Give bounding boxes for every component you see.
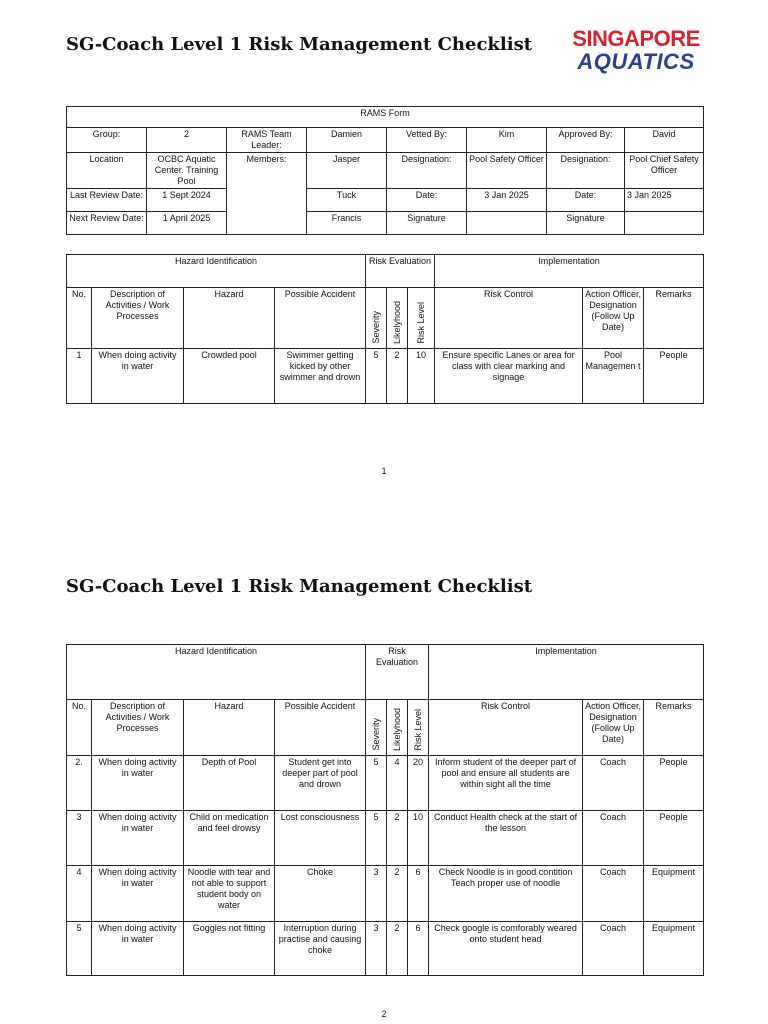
hazard-identification-header: Hazard Identification — [67, 255, 366, 288]
group-label: Group: — [67, 128, 147, 153]
row-severity: 3 — [366, 922, 387, 976]
row-control: Ensure specific Lanes or area for class with clear marking and signage — [435, 349, 583, 404]
row-risk-level: 20 — [408, 756, 429, 811]
col-no-header: No. — [67, 700, 92, 756]
vetted-date-label: Date: — [387, 189, 467, 212]
logo-line-2: AQUATICS — [577, 49, 695, 74]
row-hazard: Goggles not fitting — [184, 922, 275, 976]
col-hazard-header: Hazard — [184, 288, 275, 349]
row-description: When doing activity in water — [92, 922, 184, 976]
row-likelyhood: 4 — [387, 756, 408, 811]
col-accident-header: Possible Accident — [275, 700, 366, 756]
col-accident-header: Possible Accident — [275, 288, 366, 349]
col-risk-level-header: Risk Level — [415, 302, 426, 344]
vetted-designation-value: Pool Safety Officer — [467, 153, 547, 189]
approved-designation-value: Pool Chief Safety Officer — [625, 153, 704, 189]
col-description-header: Description of Activities / Work Processes — [92, 700, 184, 756]
row-officer: Coach — [583, 866, 644, 922]
row-risk-level: 10 — [408, 349, 435, 404]
row-no: 5 — [67, 922, 92, 976]
row-accident: Interruption during practise and causing choke — [275, 922, 366, 976]
row-severity: 5 — [366, 756, 387, 811]
row-accident: Swimmer getting kicked by other swimmer and drown — [275, 349, 366, 404]
page-number: 2 — [381, 1009, 387, 1019]
col-action-officer-header: Action Officer, Designation (Follow Up Date) — [583, 700, 644, 756]
row-likelyhood: 2 — [387, 922, 408, 976]
row-officer: Coach — [583, 922, 644, 976]
row-remarks: Equipment — [644, 866, 704, 922]
approved-date-value: 3 Jan 2025 — [625, 189, 704, 212]
col-risk-level-header: Risk Level — [412, 709, 423, 751]
vetted-signature-value — [467, 212, 547, 235]
implementation-header: Implementation — [435, 255, 704, 288]
vetted-date-value: 3 Jan 2025 — [467, 189, 547, 212]
row-officer: Coach — [583, 756, 644, 811]
row-no: 3 — [67, 811, 92, 866]
table-row — [67, 866, 704, 922]
implementation-header: Implementation — [429, 645, 704, 700]
document-title: SG-Coach Level 1 Risk Management Checklist — [66, 34, 533, 55]
row-severity: 5 — [366, 811, 387, 866]
vetted-designation-label: Designation: — [387, 153, 467, 189]
col-action-officer-header: Action Officer, Designation (Follow Up Date) — [583, 288, 644, 349]
location-label: Location — [67, 153, 147, 189]
approved-by-label: Approved By: — [547, 128, 625, 153]
col-risk-control-header: Risk Control — [435, 288, 583, 349]
document-title: SG-Coach Level 1 Risk Management Checklist — [66, 576, 533, 597]
row-accident: Lost consciousness — [275, 811, 366, 866]
row-likelyhood: 2 — [387, 349, 408, 404]
row-description: When doing activity in water — [92, 349, 184, 404]
vetted-by-value: Kim — [467, 128, 547, 153]
col-severity-header: Severity — [370, 718, 381, 751]
row-risk-level: 10 — [408, 811, 429, 866]
row-officer: Coach — [583, 811, 644, 866]
last-review-label: Last Review Date: — [67, 189, 147, 212]
row-accident: Choke — [275, 866, 366, 922]
member-2: Tuck — [307, 189, 387, 212]
team-leader-label: RAMS Team Leader: — [227, 128, 307, 153]
row-risk-level: 6 — [408, 922, 429, 976]
risk-table-page-1 — [66, 254, 704, 404]
row-likelyhood: 2 — [387, 866, 408, 922]
col-likelyhood-header: Likelyhood — [391, 300, 402, 344]
hazard-identification-header: Hazard Identification — [67, 645, 366, 700]
risk-evaluation-header: Risk Evaluation — [366, 255, 435, 288]
logo-line-1: SINGAPORE — [572, 26, 700, 51]
row-remarks: People — [644, 811, 704, 866]
approved-signature-value — [625, 212, 704, 235]
members-label: Members: — [227, 153, 307, 235]
row-control: Check google is comforably weared onto student head — [429, 922, 583, 976]
row-description: When doing activity in water — [92, 866, 184, 922]
next-review-label: Next Review Date: — [67, 212, 147, 235]
risk-table-page-2 — [66, 644, 704, 976]
row-likelyhood: 2 — [387, 811, 408, 866]
col-likelyhood-header: Likelyhood — [391, 707, 402, 751]
row-hazard: Depth of Pool — [184, 756, 275, 811]
row-remarks: Equipment — [644, 922, 704, 976]
page-2 — [0, 512, 768, 1024]
next-review-value: 1 April 2025 — [147, 212, 227, 235]
row-hazard: Child on medication and feel drowsy — [184, 811, 275, 866]
row-severity: 5 — [366, 349, 387, 404]
row-risk-level: 6 — [408, 866, 429, 922]
table-row — [67, 756, 704, 811]
approved-date-label: Date: — [547, 189, 625, 212]
col-description-header: Description of Activities / Work Processes — [92, 288, 184, 349]
col-severity-header: Severity — [370, 311, 381, 344]
row-description: When doing activity in water — [92, 756, 184, 811]
singapore-aquatics-logo — [566, 28, 706, 78]
col-remarks-header: Remarks — [644, 288, 704, 349]
row-hazard: Crowded pool — [184, 349, 275, 404]
col-no-header: No. — [67, 288, 92, 349]
row-no: 4 — [67, 866, 92, 922]
location-value: OCBC Aquatic Center. Training Pool — [147, 153, 227, 189]
approved-signature-label: Signature — [547, 212, 625, 235]
approved-designation-label: Designation: — [547, 153, 625, 189]
vetted-signature-label: Signature — [387, 212, 467, 235]
row-control: Check Noodle is in good contition Teach proper use of noodle — [429, 866, 583, 922]
table-row — [67, 922, 704, 976]
row-remarks: People — [644, 349, 704, 404]
row-remarks: People — [644, 756, 704, 811]
col-hazard-header: Hazard — [184, 700, 275, 756]
row-severity: 3 — [366, 866, 387, 922]
row-control: Inform student of the deeper part of pool and ensure all students are within sight all the time — [429, 756, 583, 811]
last-review-value: 1 Sept 2024 — [147, 189, 227, 212]
rams-form-title: RAMS Form — [67, 107, 704, 128]
col-risk-control-header: Risk Control — [429, 700, 583, 756]
row-description: When doing activity in water — [92, 811, 184, 866]
row-control: Conduct Health check at the start of the lesson — [429, 811, 583, 866]
member-1: Jasper — [307, 153, 387, 189]
row-accident: Student get into deeper part of pool and drown — [275, 756, 366, 811]
vetted-by-label: Vetted By: — [387, 128, 467, 153]
page-number: 1 — [381, 466, 387, 476]
table-row — [67, 349, 704, 404]
member-3: Francis — [307, 212, 387, 235]
row-no: 2. — [67, 756, 92, 811]
risk-evaluation-header: Risk Evaluation — [366, 645, 429, 700]
row-officer: Pool Managemen t — [583, 349, 644, 404]
table-row — [67, 811, 704, 866]
group-value: 2 — [147, 128, 227, 153]
approved-by-value: David — [625, 128, 704, 153]
row-no: 1 — [67, 349, 92, 404]
row-hazard: Noodle with tear and not able to support student body on water — [184, 866, 275, 922]
col-remarks-header: Remarks — [644, 700, 704, 756]
team-leader-value: Damien — [307, 128, 387, 153]
rams-form-table — [66, 106, 704, 235]
